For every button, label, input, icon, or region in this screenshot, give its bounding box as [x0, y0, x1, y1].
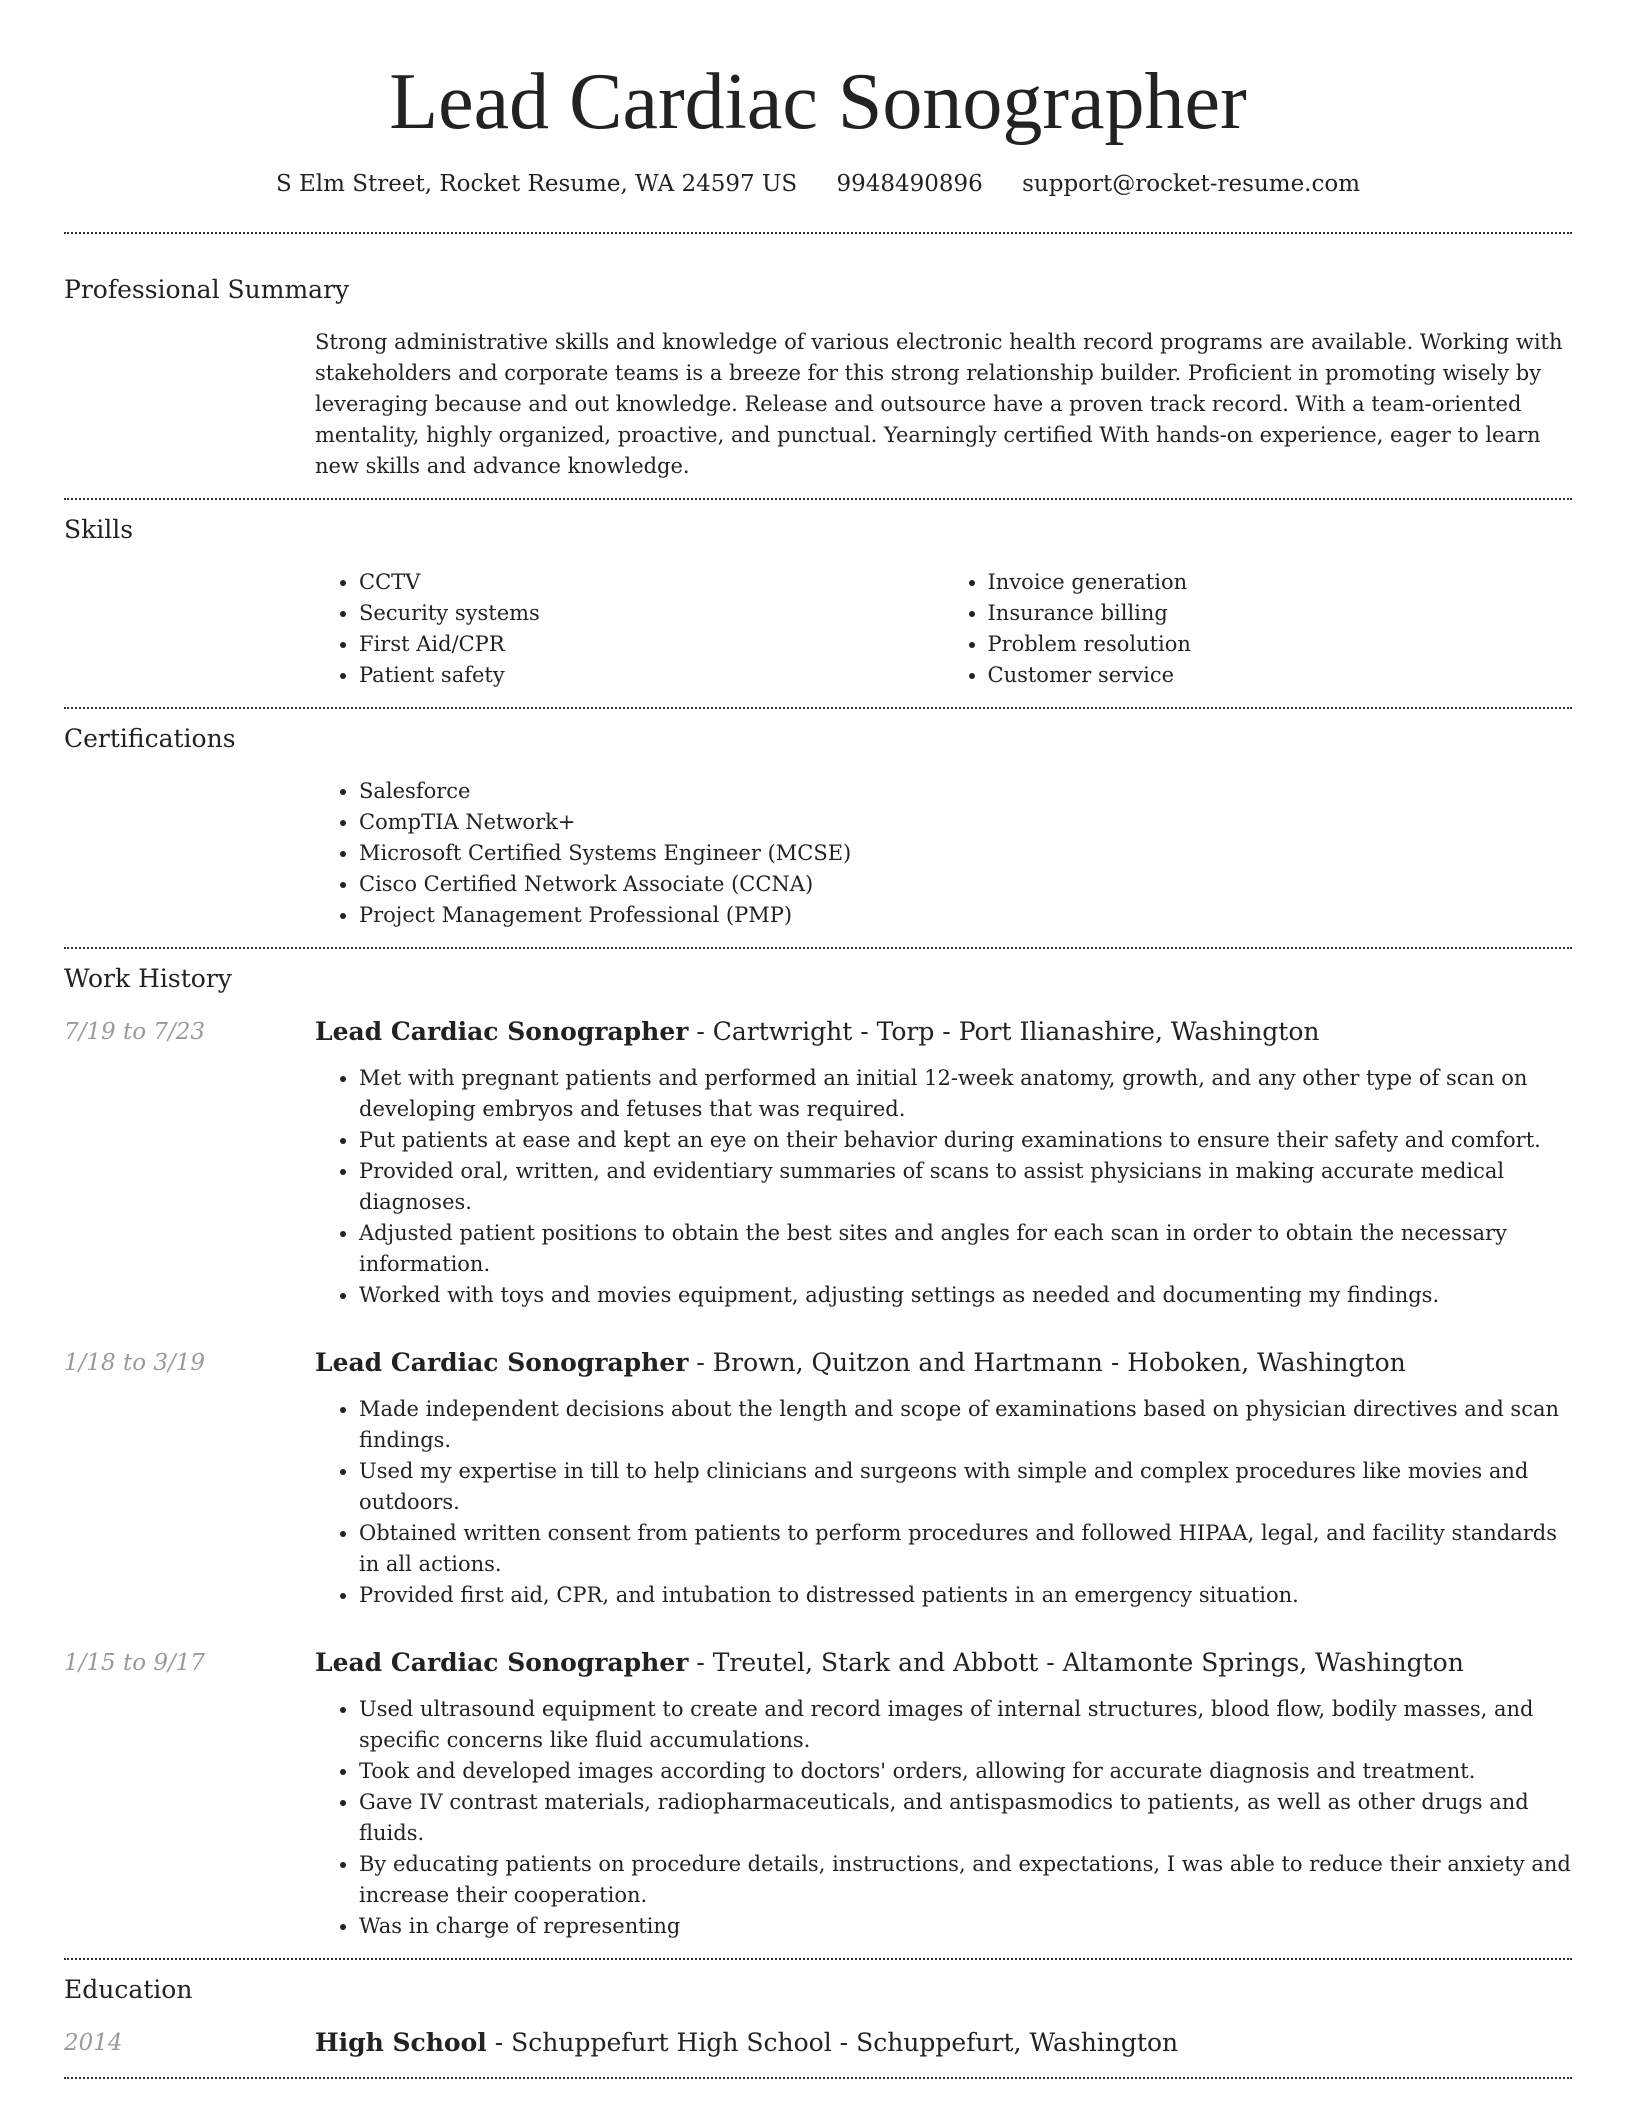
job-bullet: • Made independent decisions about the length and scope of examinations based on physician directives and scan findings. [359, 1394, 1572, 1456]
summary-text: Strong administrative skills and knowledge of various electronic health record programs are available. Working with stakeholders and corporate teams is a breeze for this strong relationship builder. Proficient in promoting wisely by leveraging because and out knowledge. Release and outsource have a proven track record. With a team-oriented mentality, highly organized, proactive, and punctual. Yearningly certified With hands-on experience, eager to learn new skills and advance knowledge. [315, 330, 1563, 478]
job-bullet: • Provided oral, written, and evidentiary summaries of scans to assist physicians in making accurate medical diagnoses. [359, 1156, 1572, 1218]
section-divider [64, 947, 1572, 949]
skill-item: • Patient safety [359, 660, 944, 691]
education-school: - Schuppefurt High School - Schuppefurt, Washington [486, 2028, 1179, 2057]
job-role: Lead Cardiac Sonographer [315, 1648, 689, 1677]
job-entry [64, 1347, 1572, 1611]
skill-item: • First Aid/CPR [359, 629, 944, 660]
work-history-heading: Work History [64, 964, 232, 993]
job-bullet: • Worked with toys and movies equipment, adjusting settings as needed and documenting my findings. [359, 1280, 1572, 1311]
contact-email: support@rocket-resume.com [1022, 171, 1361, 197]
skills-list [315, 567, 1572, 691]
job-role: Lead Cardiac Sonographer [315, 1017, 689, 1046]
contact-address: S Elm Street, Rocket Resume, WA 24597 US [275, 171, 798, 197]
skills-heading: Skills [64, 515, 134, 544]
certifications-heading: Certifications [64, 724, 236, 753]
job-dates: 7/19 to 7/23 [64, 1019, 206, 1045]
education-date: 2014 [64, 2030, 123, 2056]
education-title [315, 2027, 1572, 2059]
job-bullet: • Obtained written consent from patients to perform procedures and followed HIPAA, legal, and facility standards in all actions. [359, 1518, 1572, 1580]
certification-item: • CompTIA Network+ [359, 807, 1572, 838]
job-bullet: • Met with pregnant patients and performed an initial 12-week anatomy, growth, and any other type of scan on developing embryos and fetuses that was required. [359, 1063, 1572, 1125]
job-bullet: • Gave IV contrast materials, radiopharmaceuticals, and antispasmodics to patients, as well as other drugs and fluids. [359, 1787, 1572, 1849]
job-bullet: • Put patients at ease and kept an eye on their behavior during examinations to ensure their safety and comfort. [359, 1125, 1572, 1156]
job-employer: - Treutel, Stark and Abbott - Altamonte Springs, Washington [688, 1648, 1464, 1677]
job-bullet: • Provided first aid, CPR, and intubation to distressed patients in an emergency situation. [359, 1580, 1572, 1611]
job-bullets [315, 1694, 1572, 1942]
skill-item: • Insurance billing [988, 598, 1573, 629]
job-dates: 1/18 to 3/19 [64, 1350, 206, 1376]
job-bullet: • Took and developed images according to doctors' orders, allowing for accurate diagnosis and treatment. [359, 1756, 1572, 1787]
education-entry [64, 2027, 1572, 2059]
section-divider [64, 707, 1572, 709]
job-employer: - Cartwright - Torp - Port Ilianashire, Washington [688, 1017, 1320, 1046]
certification-item: • Salesforce [359, 776, 1572, 807]
job-title [315, 1016, 1572, 1048]
job-employer: - Brown, Quitzon and Hartmann - Hoboken, Washington [688, 1348, 1406, 1377]
summary-heading: Professional Summary [64, 275, 350, 304]
section-divider [64, 498, 1572, 500]
certification-item: • Microsoft Certified Systems Engineer (MCSE) [359, 838, 1572, 869]
section-divider [64, 1958, 1572, 1960]
job-role: Lead Cardiac Sonographer [315, 1348, 689, 1377]
skill-item: • Problem resolution [988, 629, 1573, 660]
section-divider [64, 2077, 1572, 2079]
job-bullets [315, 1063, 1572, 1311]
job-bullet: • Used ultrasound equipment to create and record images of internal structures, blood flow, bodily masses, and specific concerns like fluid accumulations. [359, 1694, 1572, 1756]
skill-item: • Customer service [988, 660, 1573, 691]
skill-item: • Invoice generation [988, 567, 1573, 598]
certification-item: • Project Management Professional (PMP) [359, 900, 1572, 931]
contact-phone: 9948490896 [836, 171, 983, 197]
resume-page [64, 0, 1572, 2079]
job-bullet: • By educating patients on procedure details, instructions, and expectations, I was able to reduce their anxiety and increase their cooperation. [359, 1849, 1572, 1911]
certifications-list [315, 776, 1572, 931]
job-entry [64, 1647, 1572, 1942]
job-title [315, 1347, 1572, 1379]
job-dates: 1/15 to 9/17 [64, 1650, 206, 1676]
job-entry [64, 1016, 1572, 1311]
education-heading: Education [64, 1975, 193, 2004]
job-title [315, 1647, 1572, 1679]
section-divider [64, 232, 1572, 234]
skills-column-right [944, 567, 1573, 691]
resume-name: Lead Cardiac Sonographer [389, 58, 1247, 146]
contact-line [64, 168, 1572, 200]
job-bullets [315, 1394, 1572, 1611]
job-bullet: • Was in charge of representing [359, 1911, 1572, 1942]
education-degree: High School [315, 2028, 487, 2057]
skills-column-left [315, 567, 944, 691]
certification-item: • Cisco Certified Network Associate (CCNA) [359, 869, 1572, 900]
skill-item: • Security systems [359, 598, 944, 629]
job-bullet: • Adjusted patient positions to obtain the best sites and angles for each scan in order to obtain the necessary information. [359, 1218, 1572, 1280]
skill-item: • CCTV [359, 567, 944, 598]
job-bullet: • Used my expertise in till to help clinicians and surgeons with simple and complex procedures like movies and outdoors. [359, 1456, 1572, 1518]
